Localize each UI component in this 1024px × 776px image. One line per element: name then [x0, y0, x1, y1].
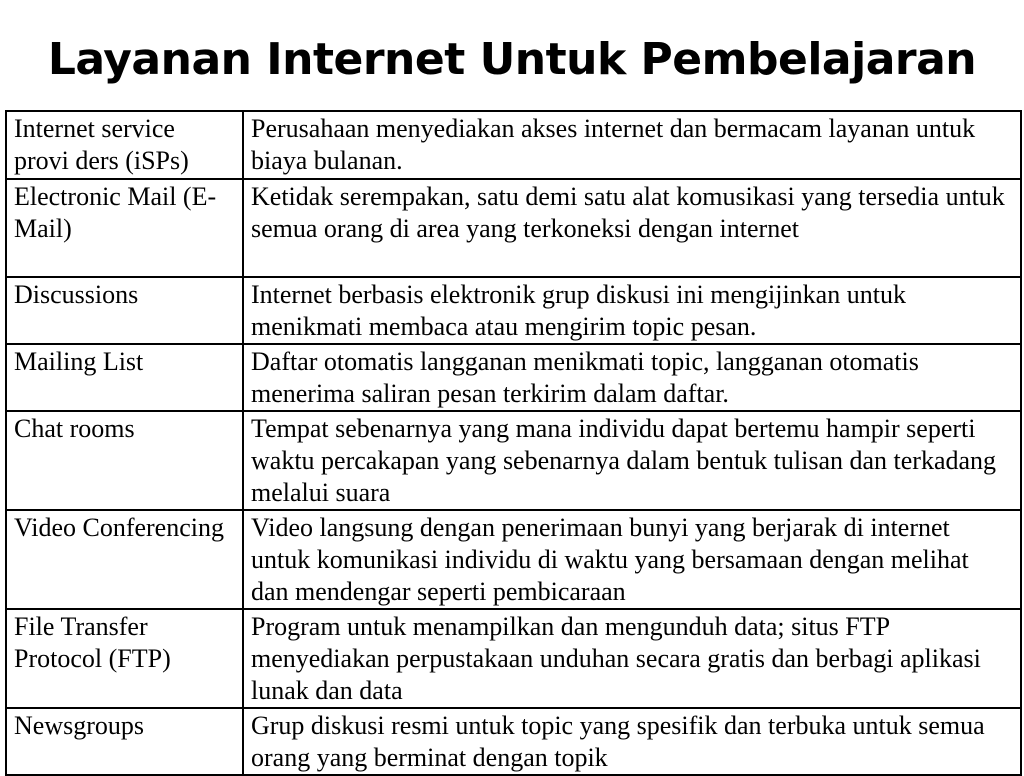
table-row [6, 179, 1021, 277]
slide-title: Layanan Internet Untuk Pembelajaran [47, 34, 977, 85]
services-table [5, 110, 1022, 776]
service-description: Internet berbasis elektronik grup diskusi ini mengijinkan untuk menikmati membaca atau mengirim topic pesan. [243, 277, 1021, 344]
table-row [6, 111, 1021, 179]
service-term: Mailing List [6, 344, 243, 411]
service-description: Daftar otomatis langganan menikmati topic, langganan otomatis menerima saliran pesan terkirim dalam daftar. [243, 344, 1021, 411]
table-row [6, 344, 1021, 411]
service-term: Electronic Mail (E-Mail) [6, 179, 243, 277]
service-description: Tempat sebenarnya yang mana individu dapat bertemu hampir seperti waktu percakapan yang sebenarnya dalam bentuk tulisan dan terkadang melalui suara [243, 411, 1021, 510]
service-term: Internet service provi ders (iSPs) [6, 111, 243, 179]
service-term: Video Conferencing [6, 510, 243, 609]
service-description: Perusahaan menyediakan akses internet dan bermacam layanan untuk biaya bulanan. [243, 111, 1021, 179]
service-term: File Transfer Protocol (FTP) [6, 609, 243, 708]
table-row [6, 708, 1021, 775]
service-term: Discussions [6, 277, 243, 344]
service-description: Program untuk menampilkan dan mengunduh data; situs FTP menyediakan perpustakaan unduhan secara gratis dan berbagi aplikasi lunak dan data [243, 609, 1021, 708]
table-row [6, 411, 1021, 510]
table-row [6, 510, 1021, 609]
service-description: Grup diskusi resmi untuk topic yang spesifik dan terbuka untuk semua orang yang berminat dengan topik [243, 708, 1021, 775]
service-description: Video langsung dengan penerimaan bunyi yang berjarak di internet untuk komunikasi individu di waktu yang bersamaan dengan melihat dan mendengar seperti pembicaraan [243, 510, 1021, 609]
table-row [6, 277, 1021, 344]
service-term: Newsgroups [6, 708, 243, 775]
table-row [6, 609, 1021, 708]
service-description: Ketidak serempakan, satu demi satu alat komusikasi yang tersedia untuk semua orang di area yang terkoneksi dengan internet [243, 179, 1021, 277]
service-term: Chat rooms [6, 411, 243, 510]
